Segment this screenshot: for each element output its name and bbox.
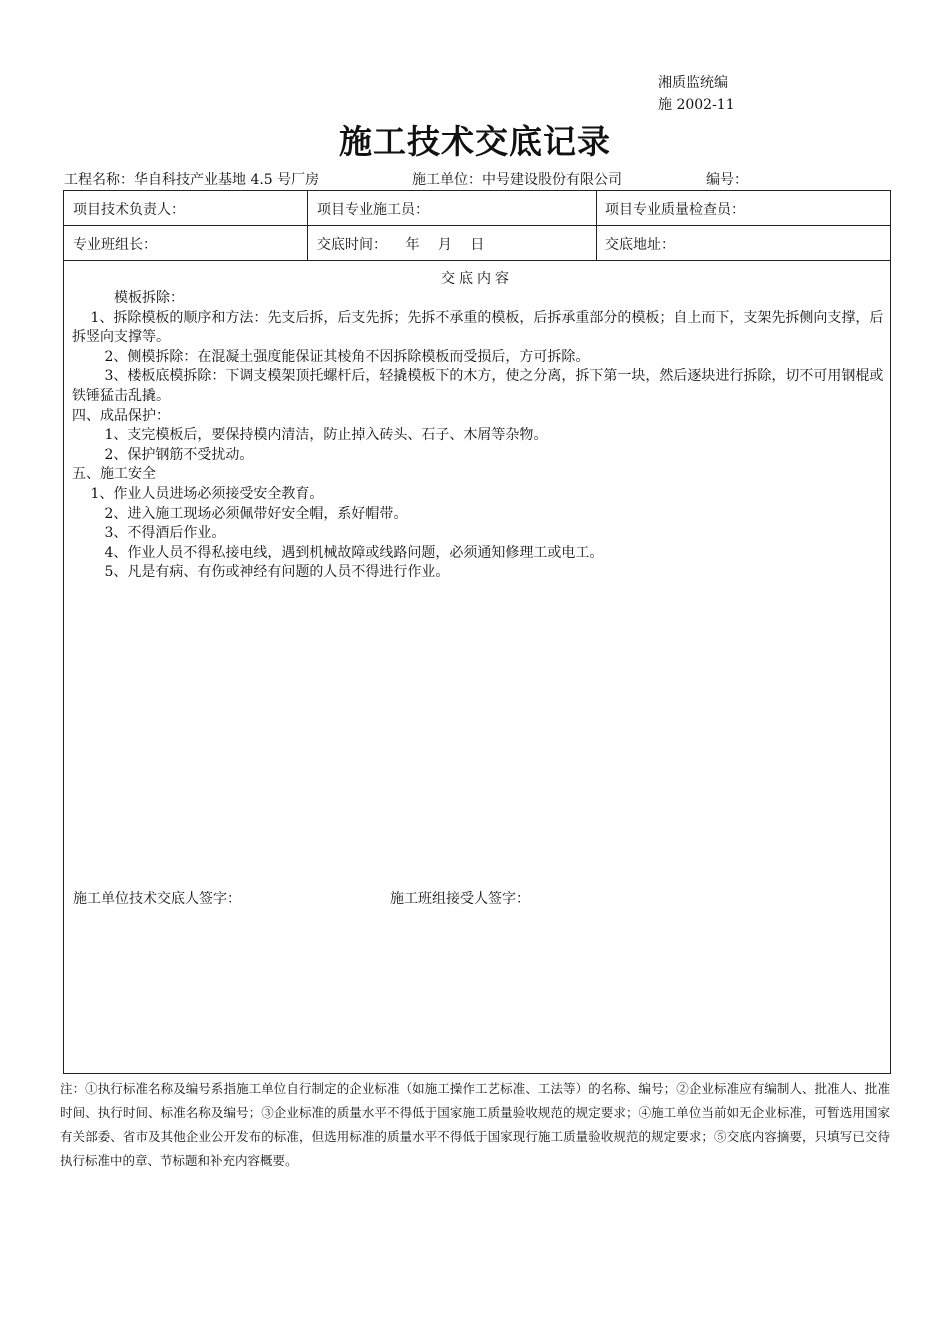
content-line: 模板拆除： (72, 290, 184, 306)
content-line: 5、凡是有病、有伤或神经有问题的人员不得进行作业。 (72, 564, 450, 581)
form-code-line2: 施 2002-11 (658, 97, 735, 113)
project-info-line (0, 169, 950, 189)
briefing-time-cell (317, 235, 484, 255)
project-name: 工程名称：华自科技产业基地 4.5 号厂房 (64, 172, 320, 188)
content-line: 2、侧模拆除：在混凝土强度能保证其棱角不因拆除模板而受损后，方可拆除。 (72, 348, 590, 365)
content-line: 四、成品保护： (72, 407, 170, 424)
form-code (658, 72, 735, 116)
briefing-day: 日 (470, 237, 485, 253)
page-title: 施工技术交底记录 (339, 122, 611, 161)
team-leader-cell: 专业班组长： (73, 237, 157, 253)
content-line: 3、楼板底模拆除：下调支模架顶托螺杆后，轻撬模板下的木方，使之分离，拆下第一块，然后逐块进行拆除，切不可用钢棍或铁锤猛击乱撬。 (72, 368, 884, 404)
content-heading: 交底内容 (441, 271, 513, 287)
content-line: 2、进入施工现场必须佩带好安全帽，系好帽带。 (72, 505, 408, 522)
record-number: 编号： (706, 172, 748, 188)
quality-inspector-cell: 项目专业质量检查员： (605, 202, 745, 218)
row-divider-1 (64, 225, 890, 226)
content-line: 五、施工安全 (72, 466, 156, 483)
briefing-location-cell: 交底地址： (605, 237, 675, 253)
record-table (63, 190, 891, 1074)
site-engineer-cell: 项目专业施工员： (317, 202, 429, 218)
briefing-month: 月 (437, 237, 452, 253)
construction-unit: 施工单位：中号建设股份有限公司 (412, 172, 622, 188)
content-line: 1、支完模板后，要保持模内清洁，防止掉入砖头、石子、木屑等杂物。 (72, 427, 548, 444)
content-line: 1、作业人员进场必须接受安全教育。 (72, 485, 324, 502)
content-line: 2、保护钢筋不受扰动。 (72, 446, 254, 463)
content-line: 1、拆除模板的顺序和方法：先支后拆，后支先拆；先拆不承重的模板，后拆承重部分的模板；自上而下，支架先拆侧向支撑，后拆竖向支撑等。 (72, 309, 884, 346)
tech-signer-signature: 施工单位技术交底人签字： (73, 891, 241, 907)
tech-leader-cell: 项目技术负责人： (73, 202, 185, 218)
briefing-time-label: 交底时间： (317, 237, 387, 253)
content-line: 3、不得酒后作业。 (72, 525, 226, 542)
footnote: 注：①执行标准名称及编号系指施工单位自行制定的企业标准（如施工操作工艺标准、工法等）的名称、编号；②企业标准应有编制人、批准人、批准时间、执行时间、标准名称及编号；③企业标准的质量水平不得低于国家施工质量验收规范的规定要求；④施工单位当前如无企业标准，可暂选用国家有关部委、省市及其他企业公开发布的标准，但选用标准的质量水平不得低于国家现行施工质量验收规范的规定要求；⑤交底内容摘要，只填写已交待执行标准中的章、节标题和补充内容概要。 (60, 1081, 890, 1168)
briefing-year: 年 (405, 237, 420, 253)
content-line: 4、作业人员不得私接电线，遇到机械故障或线路问题，必须通知修理工或电工。 (72, 544, 604, 561)
form-code-line1: 湘质监统编 (658, 75, 728, 91)
receiver-signature: 施工班组接受人签字： (390, 891, 530, 907)
row-divider-2 (64, 260, 890, 261)
briefing-content (72, 289, 884, 583)
